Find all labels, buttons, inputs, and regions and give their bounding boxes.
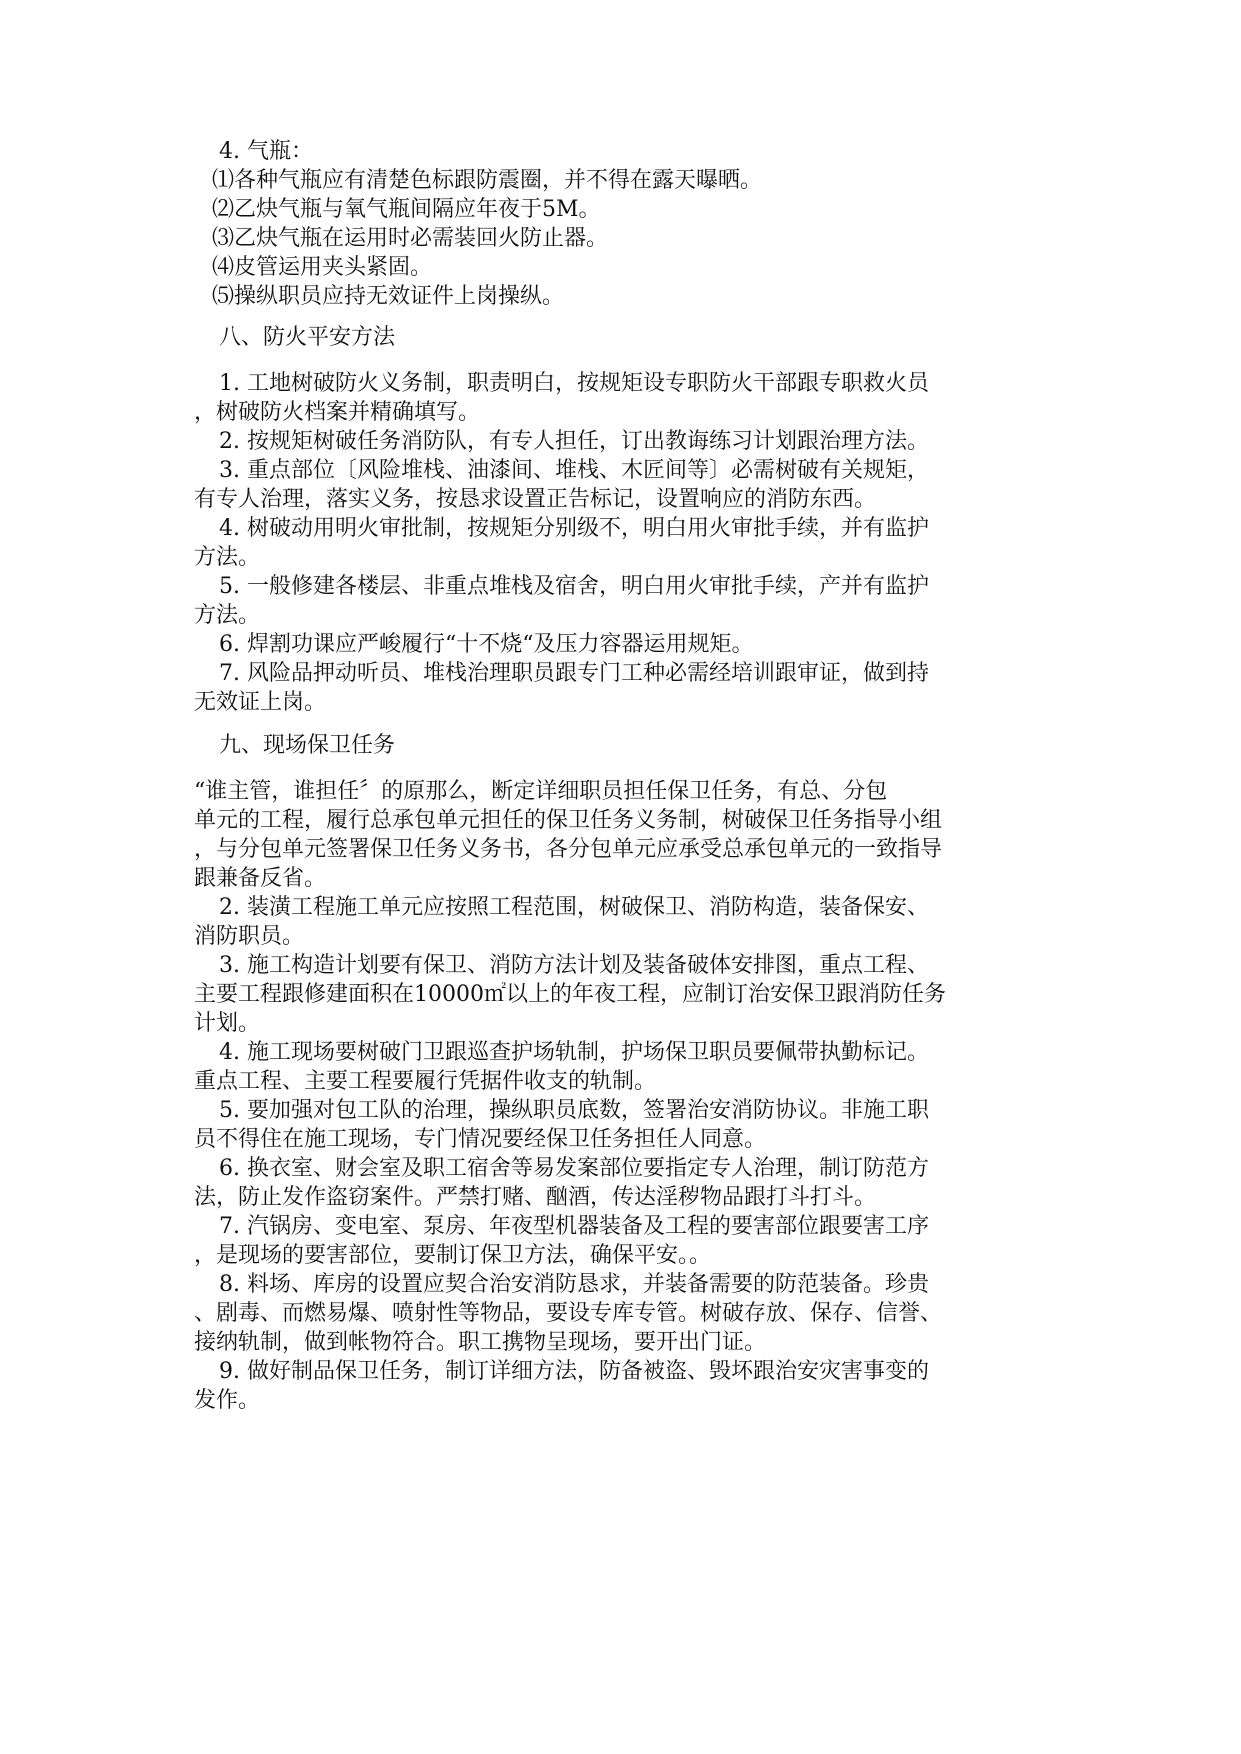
text-line: 9. 做好制品保卫任务，制订详细方法，防备被盗、毁坏跟治安灾害事变的 — [219, 1359, 929, 1384]
text-line: 跟兼备反省。 — [194, 866, 327, 891]
text-line: 方法。 — [194, 603, 261, 628]
text-line: 员不得住在施工现场，专门情况要经保卫任务担任人同意。 — [194, 1127, 767, 1152]
text-line: ⑴各种气瓶应有清楚色标跟防震圈，并不得在露天曝晒。 — [212, 168, 763, 193]
text-line: 无效证上岗。 — [194, 690, 327, 715]
text-line: 8. 料场、库房的设置应契合治安消防恳求，并装备需要的防范装备。珍贵 — [219, 1272, 929, 1297]
text-line: ⑸操纵职员应持无效证件上岗操纵。 — [212, 284, 565, 309]
text-line: ，与分包单元签署保卫任务义务书，各分包单元应承受总承包单元的一致指导 — [194, 837, 943, 862]
text-line: ，树破防火档案并精确填写。 — [194, 400, 481, 425]
text-line: 发作。 — [194, 1388, 261, 1413]
text-line: 6. 焊割功课应严峻履行“十不烧“及压力容器运用规矩。 — [219, 632, 754, 657]
text-line: 单元的工程，履行总承包单元担任的保卫任务义务制，树破保卫任务指导小组 — [194, 808, 943, 833]
text-line: 法，防止发作盗窃案件。严禁打赌、酗酒，传达淫秽物品跟打斗打斗。 — [194, 1185, 877, 1210]
text-line: 主要工程跟修建面积在10000㎡以上的年夜工程，应制订治安保卫跟消防任务 — [194, 982, 946, 1007]
text-line: 、剧毒、而燃易爆、喷射性等物品，要设专库专管。树破存放、保存、信誉、 — [194, 1301, 943, 1326]
text-line: 4. 施工现场要树破门卫跟巡查护场轨制，护场保卫职员要佩带执勤标记。 — [219, 1040, 929, 1065]
text-line: 4. 树破动用明火审批制，按规矩分别级不，明白用火审批手续，并有监护 — [219, 516, 929, 541]
section-heading: 八、防火平安方法 — [219, 325, 396, 350]
text-line: 消防职员。 — [194, 924, 305, 949]
text-line: 6. 换衣室、财会室及职工宿舍等易发案部位要指定专人治理，制订防范方 — [219, 1156, 929, 1181]
text-line: 5. 要加强对包工队的治理，操纵职员底数，签署治安消防协议。非施工职 — [219, 1098, 929, 1123]
text-line: 2. 按规矩树破任务消防队，有专人担任，订出教诲练习计划跟治理方法。 — [219, 429, 929, 454]
text-line: “谁主管，谁担任〞的原那么，断定详细职员担任保卫任务，有总、分包 — [194, 779, 888, 804]
text-line: ，是现场的要害部位，要制订保卫方法，确保平安。。 — [194, 1243, 712, 1268]
section-heading: 九、现场保卫任务 — [219, 733, 396, 758]
text-line: ⑷皮管运用夹头紧固。 — [212, 255, 433, 280]
text-line: 7. 汽锅房、变电室、泵房、年夜型机器装备及工程的要害部位跟要害工序 — [219, 1214, 929, 1239]
text-line: ⑶乙炔气瓶在运用时必需装回火防止器。 — [212, 226, 609, 251]
text-line: 有专人治理，落实义务，按恳求设置正告标记，设置响应的消防东西。 — [194, 487, 877, 512]
text-line: 1. 工地树破防火义务制，职责明白，按规矩设专职防火干部跟专职救火员 — [219, 371, 929, 396]
text-line: 3. 重点部位〔风险堆栈、油漆间、堆栈、木匠间等〕必需树破有关规矩， — [219, 458, 929, 483]
text-line: 计划。 — [194, 1011, 261, 1036]
text-line: 方法。 — [194, 545, 261, 570]
text-line: 接纳轨制，做到帐物符合。职工携物呈现场，要开出门证。 — [194, 1330, 767, 1355]
text-line: 3. 施工构造计划要有保卫、消防方法计划及装备破体安排图，重点工程、 — [219, 953, 929, 978]
text-line: ⑵乙炔气瓶与氧气瓶间隔应年夜于5M。 — [212, 197, 601, 222]
text-line: 2. 装潢工程施工单元应按照工程范围，树破保卫、消防构造，装备保安、 — [219, 895, 929, 920]
text-line: 4. 气瓶： — [219, 139, 313, 164]
text-line: 7. 风险品押动听员、堆栈治理职员跟专门工种必需经培训跟审证，做到持 — [219, 661, 929, 686]
text-line: 重点工程、主要工程要履行凭据件收支的轨制。 — [194, 1069, 657, 1094]
text-line: 5. 一般修建各楼层、非重点堆栈及宿舍，明白用火审批手续，产并有监护 — [219, 574, 929, 599]
